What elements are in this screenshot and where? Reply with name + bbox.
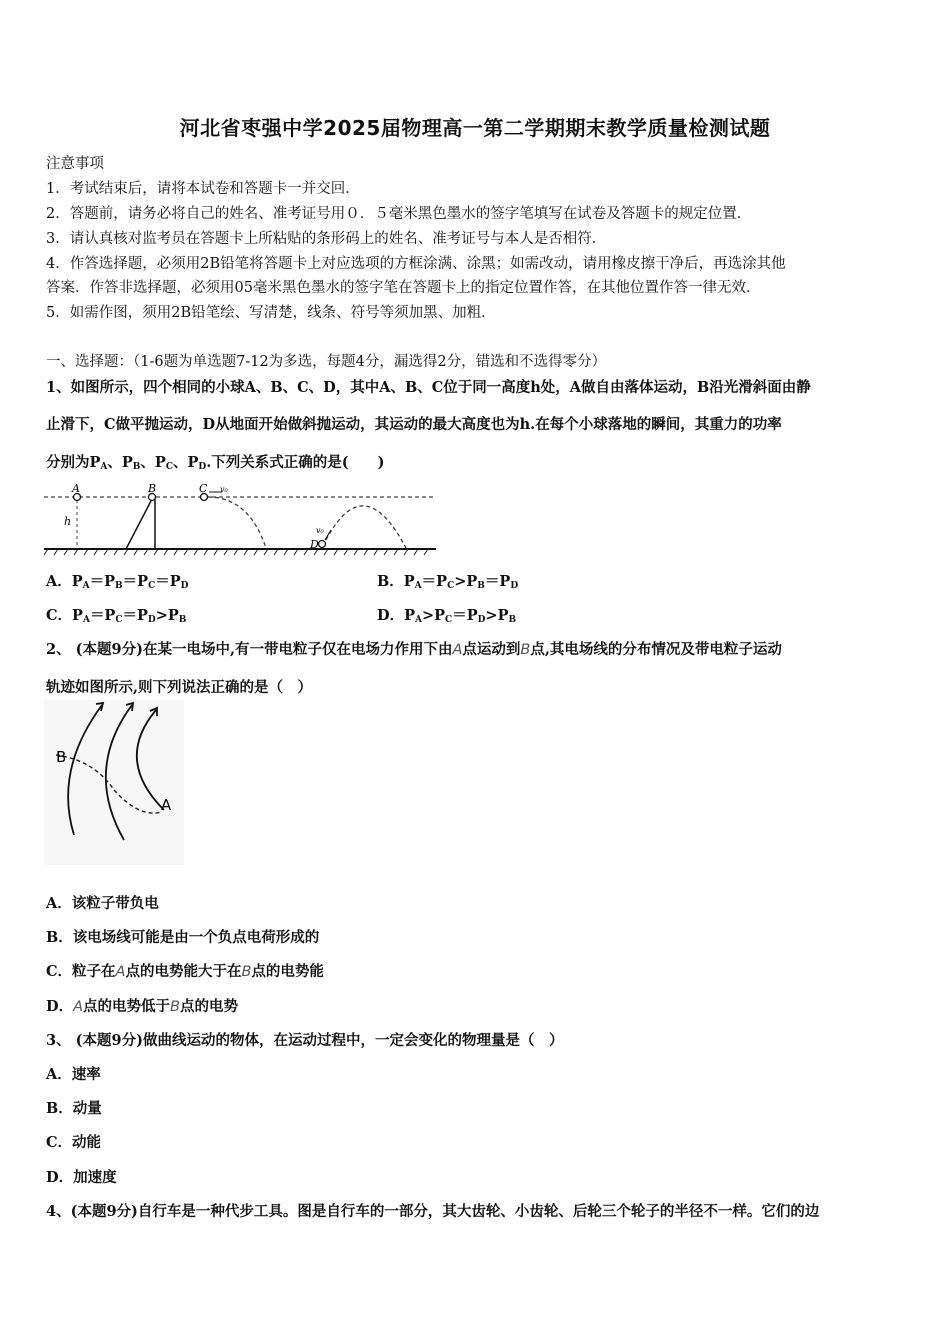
notice-item: 1．考试结束后，请将本试卷和答题卡一并交回． [46,181,360,197]
q3-option-b[interactable]: B．动量 [46,1100,102,1117]
ball-a-label: A [72,482,80,495]
q2-stem-line1: 2、 (本题9分)在某一电场中,有一带电粒子仅在电场力作用下由A点运动到B点,其电场线的分布情况及带电粒子运动 [46,641,782,658]
velocity-d-label: v₀ [316,526,324,535]
page-title: 河北省枣强中学2025届物理高一第二学期期末教学质量检测试题 [179,116,771,140]
q2-option-b[interactable]: B．该电场线可能是由一个负点电荷形成的 [46,929,320,946]
velocity-c-label: v₀ [220,485,228,494]
point-a-label: A [161,796,172,814]
ball-d-label: D [310,538,319,551]
q3-option-a[interactable]: A．速率 [46,1066,101,1083]
q2-figure [44,700,184,865]
notice-item: 2．答题前，请务必将自己的姓名、准考证号用０．５毫米黑色墨水的签字笔填写在试卷及答题卡的规定位置． [46,206,752,222]
notice-item: 4．作答选择题，必须用2B铅笔将答题卡上对应选项的方框涂满、涂黑；如需改动，请用橡皮擦干净后，再选涂其他 [46,256,786,272]
q4-stem: 4、(本题9分)自行车是一种代步工具。图是自行车的一部分，其大齿轮、小齿轮、后轮三个轮子的半径不一样。它们的边 [46,1203,820,1220]
q2-option-a[interactable]: A．该粒子带负电 [46,895,159,912]
q1-option-c[interactable]: C．$P_A=P_C=P_D>P_B$ [46,607,187,625]
notice-item: 答案．作答非选择题，必须用05毫米黑色墨水的签字笔在答题卡上的指定位置作答，在其他位置作答一律无效． [46,280,761,296]
q2-option-d[interactable]: D．A点的电势低于B点的电势 [46,998,238,1015]
ball-c-label: C [199,482,208,495]
q1-option-b[interactable]: B．$P_A=P_C>P_B=P_D$ [377,573,519,591]
q1-stem-line3: 分别为$P_A$、$P_B$、$P_C$、$P_D$.下列关系式正确的是( ) [46,454,385,472]
height-label: h [64,515,72,528]
notice-item: 3．请认真核对监考员在答题卡上所粘贴的条形码上的姓名、准考证号与本人是否相符． [46,231,607,247]
q3-stem: 3、 (本题9分)做曲线运动的物体，在运动过程中，一定会变化的物理量是（ ） [46,1032,564,1049]
q3-option-d[interactable]: D．加速度 [46,1169,117,1186]
q1-stem-line1: 1、如图所示，四个相同的小球A、B、C、D，其中A、B、C位于同一高度h处，A做自由落体运动，B沿光滑斜面由静 [46,379,811,396]
ball-b-label: B [148,482,157,495]
q2-option-c[interactable]: C．粒子在A点的电势能大于在B点的电势能 [46,963,324,980]
section-heading: 一、选择题：（1-6题为单选题7-12为多选，每题4分，漏选得2分，错选和不选得零分） [46,354,607,370]
q1-option-a[interactable]: A．$P_A=P_B=P_C=P_D$ [46,573,189,591]
point-b-label: B [56,748,67,766]
q3-option-c[interactable]: C．动能 [46,1134,102,1151]
q2-stem-line2: 轨迹如图所示,则下列说法正确的是（ ） [46,679,313,696]
q1-figure [44,478,436,558]
notice-heading: 注意事项 [46,156,104,172]
notice-item: 5．如需作图，须用2B铅笔绘、写清楚，线条、符号等须加黑、加粗． [46,305,496,321]
q1-option-d[interactable]: D．$P_A>P_C=P_D>P_B$ [377,607,517,625]
q1-stem-line2: 止滑下，C做平抛运动，D从地面开始做斜抛运动，其运动的最大高度也为h.在每个小球落地的瞬间，其重力的功率 [46,416,782,433]
